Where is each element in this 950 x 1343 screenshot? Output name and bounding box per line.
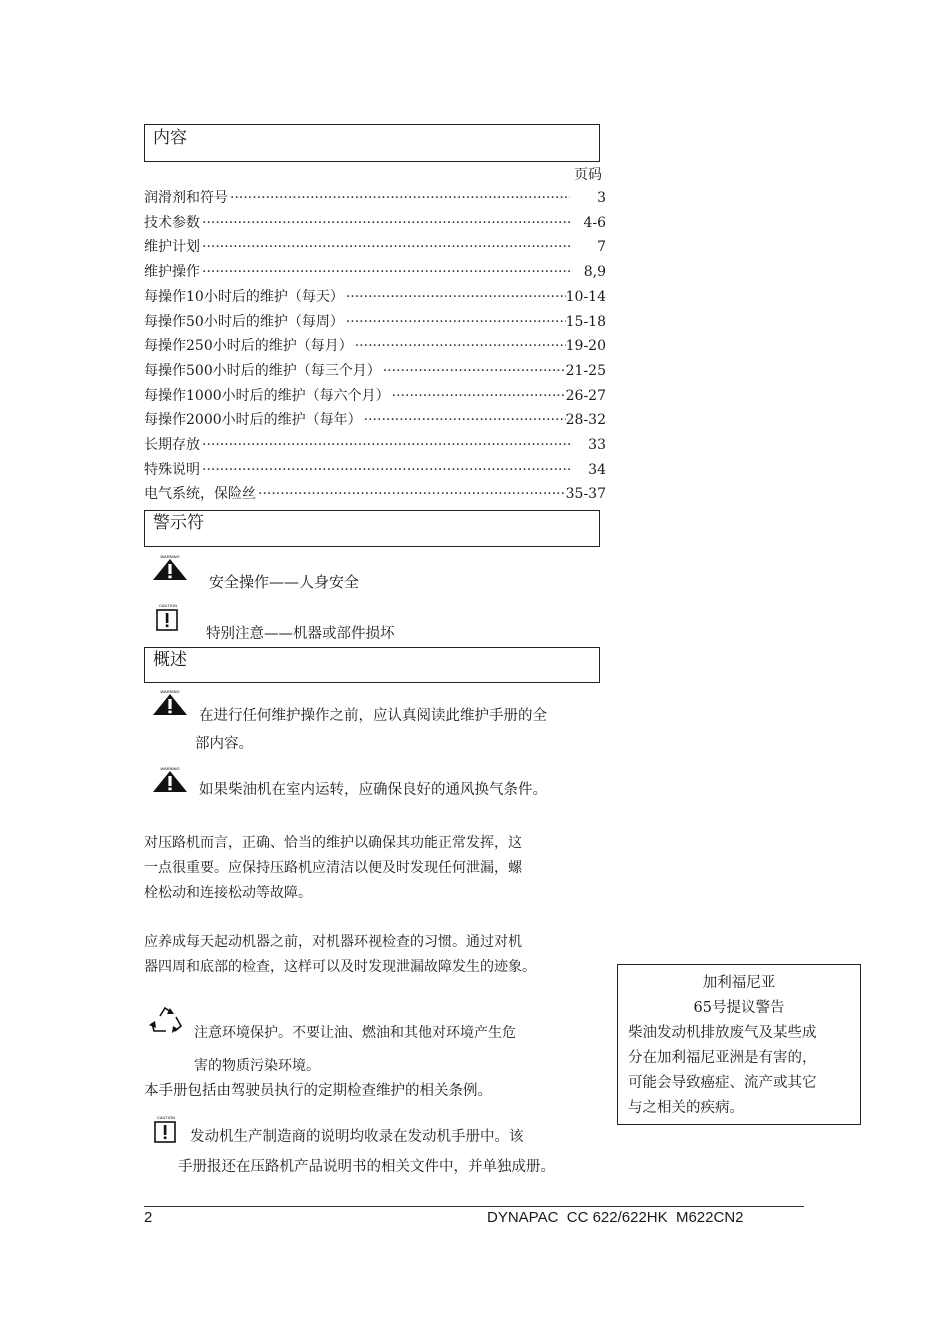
california-warning-box — [617, 964, 861, 1125]
recycle-icon — [148, 1004, 186, 1036]
toc-row — [144, 386, 606, 406]
paragraph-maintenance-line3: 栓松动和连接松动等故障。 — [144, 885, 312, 901]
caution-text: 特别注意——机器或部件损坏 — [206, 626, 395, 642]
toc-row — [144, 410, 606, 430]
toc-entry-label: 维护计划 — [144, 239, 200, 256]
caution-box-icon — [152, 1115, 180, 1145]
toc-leader-dots — [344, 312, 566, 332]
toc-leader-dots — [200, 213, 570, 233]
toc-entry-page: 33 — [588, 437, 606, 453]
caution2-line2: 手册报还在压路机产品说明书的相关文件中，并单独成册。 — [178, 1159, 555, 1175]
toc-leader-dots — [256, 484, 566, 504]
california-title-line1: 加利福尼亚 — [702, 975, 776, 991]
toc-entry-page: 15-18 — [565, 313, 606, 330]
toc-entry-page: 28-32 — [565, 412, 606, 429]
toc-entry-page: 26-27 — [565, 387, 606, 404]
svg-text:WARNING: WARNING — [160, 766, 180, 771]
toc-entry-label: 每操作500小时后的维护（每三个月） — [144, 362, 381, 379]
manual-note: 本手册包括由驾驶员执行的定期检查维护的相关条例。 — [144, 1083, 492, 1099]
toc-row — [144, 312, 606, 332]
overview-heading: 概述 — [153, 650, 187, 670]
toc-entry-label: 每操作250小时后的维护（每月） — [144, 338, 353, 355]
toc-entry-label: 技术参数 — [144, 214, 200, 231]
paragraph-inspection-line2: 器四周和底部的检查，这样可以及时发现泄漏故障发生的迹象。 — [144, 959, 536, 975]
toc-row — [144, 262, 606, 282]
toc-row — [144, 435, 606, 455]
toc-entry-page: 4-6 — [583, 214, 606, 231]
toc-entry-label: 维护操作 — [144, 264, 200, 281]
paragraph-maintenance-line2: 一点很重要。应保持压路机应清洁以便及时发现任何泄漏，螺 — [144, 860, 522, 876]
environment-line2: 害的物质污染环境。 — [194, 1058, 320, 1074]
toc-row — [144, 336, 606, 356]
toc-entry-label: 润滑剂和符号 — [144, 190, 228, 206]
toc-entry-page: 7 — [597, 239, 606, 256]
toc-heading: 内容 — [153, 128, 187, 148]
warning-triangle-icon — [152, 553, 188, 581]
paragraph-maintenance-line1: 对压路机而言，正确、恰当的维护以确保其功能正常发挥，这 — [144, 835, 522, 851]
toc-entry-page: 19-20 — [565, 338, 606, 355]
california-body-line1: 柴油发动机排放废气及某些成 — [628, 1025, 817, 1041]
toc-entry-label: 每操作2000小时后的维护（每年） — [144, 412, 362, 429]
california-body-line3: 可能会导致癌症、流产或其它 — [628, 1075, 817, 1091]
toc-entry-label: 电气系统，保险丝 — [144, 486, 256, 503]
svg-text:WARNING: WARNING — [160, 554, 180, 559]
svg-text:CAUTION: CAUTION — [159, 603, 177, 608]
toc-row — [144, 213, 606, 233]
toc-entry-page: 3 — [597, 190, 606, 206]
toc-leader-dots — [344, 287, 566, 307]
toc-row — [144, 361, 606, 381]
svg-text:CAUTION: CAUTION — [157, 1115, 175, 1120]
footer-page-number: 2 — [144, 1209, 153, 1226]
toc-entry-label: 特殊说明 — [144, 461, 200, 478]
california-title-line2: 65号提议警告 — [693, 1000, 785, 1016]
toc-leader-dots — [381, 361, 566, 381]
toc-row — [144, 484, 606, 504]
warning1-line2: 部内容。 — [195, 736, 253, 752]
toc-entry-page: 21-25 — [565, 362, 606, 379]
footer-rule — [144, 1206, 804, 1207]
toc-entry-page: 35-37 — [565, 486, 606, 503]
toc-row — [144, 287, 606, 307]
safety-text: 安全操作——人身安全 — [209, 573, 360, 591]
california-body-line2: 分在加利福尼亚洲是有害的， — [628, 1050, 817, 1066]
toc-entry-page: 10-14 — [565, 288, 606, 305]
toc-row — [144, 188, 606, 208]
toc-leader-dots — [200, 262, 570, 282]
warning1-line1: 在进行任何维护操作之前，应认真阅读此维护手册的全 — [199, 708, 547, 724]
overview-heading-box — [144, 647, 600, 683]
california-body-line4: 与之相关的疾病。 — [628, 1100, 744, 1116]
footer-doc-id: DYNAPAC CC 622/622HK M622CN2 — [487, 1209, 744, 1226]
toc-entry-label: 每操作1000小时后的维护（每六个月） — [144, 387, 390, 404]
toc-entry-label: 每操作50小时后的维护（每周） — [144, 313, 344, 330]
toc-leader-dots — [228, 188, 570, 208]
toc-leader-dots — [390, 386, 566, 406]
toc-entry-page: 8,9 — [583, 264, 606, 281]
svg-text:WARNING: WARNING — [160, 689, 180, 694]
warning-triangle-icon — [152, 765, 188, 793]
warning2-text: 如果柴油机在室内运转，应确保良好的通风换气条件。 — [199, 782, 547, 798]
toc-entry-label: 长期存放 — [144, 437, 200, 453]
toc-leader-dots — [200, 460, 570, 480]
toc-entry-page: 34 — [588, 461, 606, 478]
paragraph-inspection-line1: 应养成每天起动机器之前，对机器环视检查的习惯。通过对机 — [144, 934, 522, 950]
toc-leader-dots — [200, 237, 570, 257]
toc-entry-label: 每操作10小时后的维护（每天） — [144, 288, 344, 305]
warning-triangle-icon — [152, 688, 188, 716]
symbols-heading-box — [144, 510, 600, 547]
toc-leader-dots — [200, 435, 570, 455]
symbols-heading: 警示符 — [153, 513, 204, 533]
toc-leader-dots — [353, 336, 566, 356]
toc-row — [144, 237, 606, 257]
toc-row — [144, 460, 606, 480]
toc-leader-dots — [362, 410, 566, 430]
caution-box-icon — [154, 603, 182, 633]
caution2-line1: 发动机生产制造商的说明均收录在发动机手册中。该 — [190, 1129, 524, 1145]
environment-line1: 注意环境保护。不要让油、燃油和其他对环境产生危 — [194, 1025, 516, 1041]
page-column-header: 页码 — [574, 167, 602, 183]
toc-heading-box — [144, 124, 600, 162]
